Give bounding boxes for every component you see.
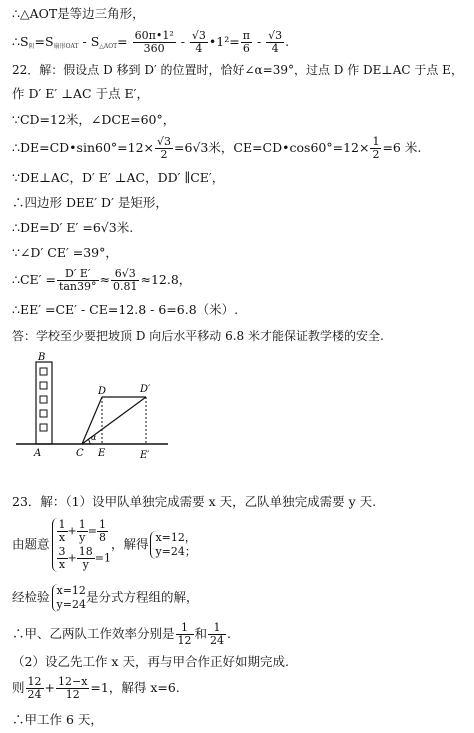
fraction: [155, 136, 173, 161]
equation-system: [52, 518, 111, 572]
numerator: √3: [191, 29, 206, 42]
denominator: y: [82, 558, 89, 571]
numerator: 1: [78, 518, 86, 531]
line-q22-answer: 答：学校至少要把坡顶 D 向后水平移动 6.8 米才能保证教学楼的安全.: [12, 329, 384, 343]
fraction: [208, 622, 226, 647]
line-q22-intro: 22．解：假设点 D 移到 D′ 的位置时，恰好∠α=39°，过点 D 作 DE⊥AC 于点 E，: [12, 63, 463, 77]
line-q22-ee: ∴EE′ =CE′ - CE=12.8 - 6=6.8（米）.: [12, 302, 239, 317]
line-q23-part2: （2）设乙先工作 x 天，再与甲合作正好如期完成.: [12, 654, 289, 669]
fraction: [241, 30, 252, 55]
text: +: [44, 680, 55, 695]
text: =S: [34, 34, 54, 49]
denominator: 12: [177, 634, 192, 647]
denominator: 2: [160, 148, 168, 161]
label-d2: D′: [140, 384, 151, 395]
window: [40, 424, 47, 431]
text: .: [227, 626, 232, 641]
subscript: 扇形OAT: [53, 43, 79, 50]
numerator: 18: [78, 545, 93, 558]
subscript: △AOT: [99, 43, 118, 50]
fraction: [176, 622, 194, 647]
system-row: [57, 518, 111, 545]
line-q22-parallel: ∵DE⊥AC，D′ E′ ⊥AC，DD′ ∥CE′，: [12, 170, 225, 185]
numerator: 60π•1²: [134, 29, 174, 42]
fraction: [133, 30, 176, 55]
denominator: 24: [27, 688, 42, 701]
fraction: [111, 268, 140, 293]
text: =1: [94, 551, 111, 565]
line-q22-de: [12, 136, 421, 161]
line-q23-conclusion: ∴甲工作 6 天，: [12, 712, 103, 727]
line-q22-de-eq: ∴DE=D′ E′ =6√3米.: [12, 220, 134, 235]
fraction: [57, 546, 68, 571]
text: 经检验: [12, 589, 50, 605]
line-q23-intro: 23．解：（1）设甲队单独完成需要 x 天，乙队单独完成需要 y 天.: [12, 494, 377, 509]
fraction: [77, 519, 88, 544]
label-c: C: [76, 448, 84, 459]
denominator: 360: [143, 42, 165, 55]
denominator: 6: [242, 42, 250, 55]
system-row: y=24: [56, 598, 86, 611]
text: -: [252, 34, 266, 49]
numerator: 12−x: [58, 675, 88, 688]
denominator: 12: [65, 688, 80, 701]
text: =6 米.: [382, 140, 422, 155]
line-equilateral: ∴△AOT是等边三角形，: [12, 6, 145, 21]
system-row: x=12，: [155, 531, 196, 544]
line-shaded-area: [12, 30, 289, 55]
line-q23-system: [12, 518, 196, 572]
system-row: y=24；: [155, 545, 196, 558]
fraction: [57, 268, 99, 293]
numerator: √3: [268, 29, 283, 42]
denominator: tan39°: [58, 280, 97, 293]
label-e: E: [98, 448, 106, 459]
text: 由题意: [12, 536, 50, 552]
line-q23-check: [12, 584, 198, 612]
denominator: 24: [210, 634, 225, 647]
numerator: π: [242, 29, 250, 42]
numerator: 1: [58, 518, 66, 531]
line-q22-rect: ∴四边形 DEE′ D′ 是矩形，: [12, 195, 168, 210]
text: -: [176, 34, 189, 49]
denominator: 4: [195, 42, 203, 55]
numerator: 3: [58, 545, 66, 558]
fraction: [26, 676, 44, 701]
numerator: 1: [176, 622, 194, 635]
numerator: 1: [372, 135, 380, 148]
fraction: [77, 546, 95, 571]
fraction: [266, 30, 284, 55]
fraction: [370, 136, 381, 161]
solution-system: [150, 531, 195, 559]
window: [40, 368, 47, 375]
denominator: x: [58, 531, 66, 544]
denominator: 8: [98, 531, 106, 544]
window: [40, 410, 47, 417]
label-a: A: [34, 448, 42, 459]
denominator: y: [79, 531, 86, 544]
line-q22-angle: ∵∠D′ CE′ =39°，: [12, 245, 118, 260]
text: ∴DE=CD•sin60°=12×: [12, 140, 155, 155]
label-e2: E′: [140, 450, 150, 461]
text: =: [117, 34, 128, 49]
text: +: [67, 524, 77, 538]
text: ，解得: [110, 536, 149, 552]
text: +: [67, 551, 77, 565]
denominator: 4: [271, 42, 279, 55]
text: - S: [78, 34, 100, 49]
label-b: B: [38, 352, 46, 363]
label-alpha: α: [91, 433, 97, 442]
denominator: x: [58, 558, 66, 571]
fraction: [56, 676, 89, 701]
fraction: [57, 519, 68, 544]
system-row: x=12: [56, 584, 86, 597]
text: •1²=: [208, 34, 240, 49]
window: [40, 396, 47, 403]
text: ∴甲、乙两队工作效率分别是: [12, 626, 175, 641]
denominator: 2: [372, 148, 380, 161]
subscript: 阴: [28, 43, 35, 50]
numerator: 12: [27, 675, 42, 688]
window: [40, 382, 47, 389]
line-q23-efficiency: [12, 622, 231, 647]
text: =: [87, 524, 97, 538]
text: ∴CE′ =: [12, 272, 56, 287]
label-d: D: [98, 386, 107, 397]
text: 则: [12, 680, 25, 695]
text: =6√3米，CE=CD•cos60°=12×: [174, 140, 370, 155]
text: =1，解得 x=6.: [90, 680, 180, 695]
line-q23-equation: [12, 676, 180, 701]
text: ≈: [99, 272, 110, 287]
text: 是分式方程组的解，: [85, 589, 199, 605]
numerator: 6√3: [111, 268, 140, 281]
numerator: √3: [157, 135, 172, 148]
numerator: 1: [98, 518, 106, 531]
numerator: 1: [208, 622, 226, 635]
system-row: [57, 545, 111, 572]
line-q22-ce: [12, 268, 191, 293]
fraction: [190, 30, 208, 55]
denominator: 0.81: [112, 280, 138, 293]
text: ≈12.8，: [140, 272, 192, 287]
line-q22-given: ∵CD=12米，∠DCE=60°，: [12, 112, 176, 127]
text: ∴S: [12, 34, 29, 49]
fraction: [97, 519, 108, 544]
check-system: [52, 584, 86, 612]
text: .: [285, 34, 290, 49]
geometry-figure: [12, 350, 172, 462]
numerator: D′ E′: [57, 268, 99, 281]
line-q22-perp: 作 D′ E′ ⊥AC 于点 E′，: [12, 86, 149, 101]
text: 和: [194, 626, 208, 641]
